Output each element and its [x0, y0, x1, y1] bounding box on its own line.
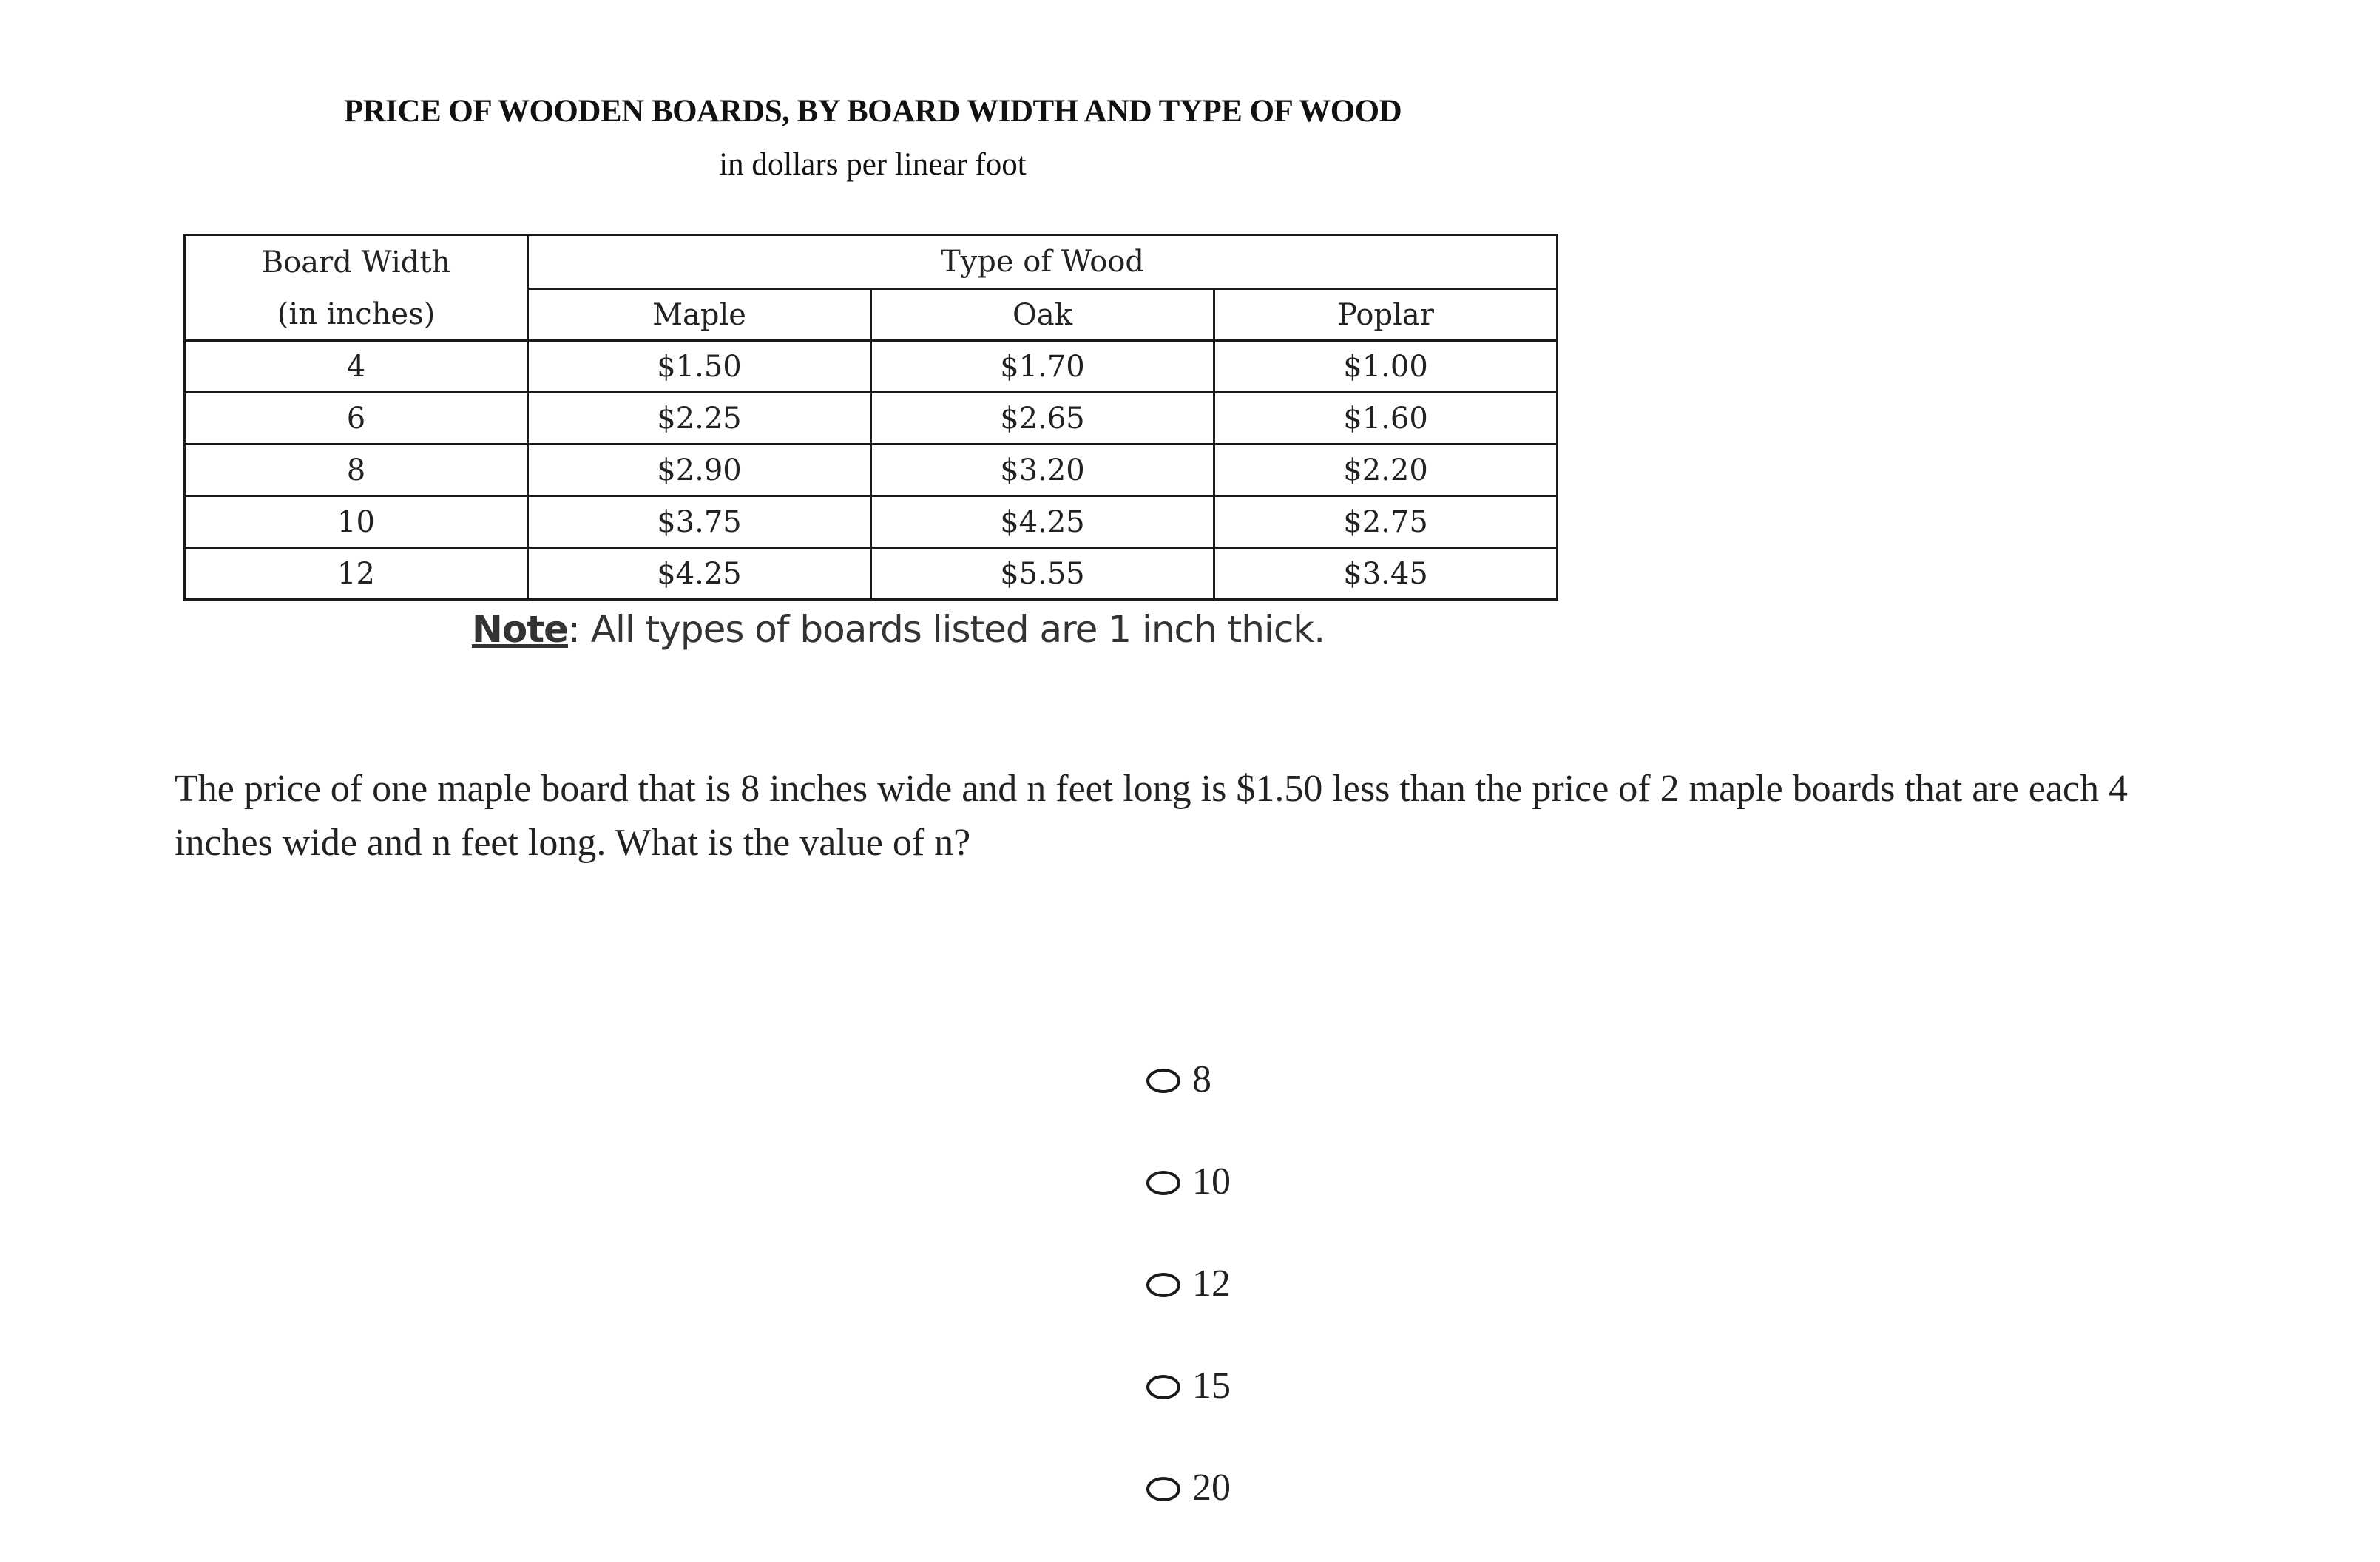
- oak-price-cell: $1.70: [871, 341, 1214, 393]
- table-note: [472, 608, 1325, 651]
- poplar-price-cell: $2.75: [1214, 496, 1558, 548]
- table-row: [185, 341, 1558, 393]
- table-row: [185, 393, 1558, 444]
- maple-price-cell: $3.75: [528, 496, 871, 548]
- maple-price-cell: $1.50: [528, 341, 871, 393]
- width-cell: 6: [185, 393, 528, 444]
- column-header-maple: Maple: [528, 289, 871, 341]
- answer-choice[interactable]: [1146, 1458, 1442, 1561]
- answer-choice[interactable]: [1146, 1152, 1442, 1254]
- column-header-poplar: Poplar: [1214, 289, 1558, 341]
- radio-button[interactable]: [1146, 1273, 1180, 1297]
- type-of-wood-header: Type of Wood: [528, 235, 1558, 289]
- oak-price-cell: $3.20: [871, 444, 1214, 496]
- table-header-row: [185, 235, 1558, 289]
- choice-label: 15: [1192, 1365, 1231, 1407]
- table-row: [185, 496, 1558, 548]
- width-cell: 4: [185, 341, 528, 393]
- choice-label: 8: [1192, 1058, 1211, 1100]
- table-row: [185, 548, 1558, 600]
- poplar-price-cell: $1.00: [1214, 341, 1558, 393]
- radio-button[interactable]: [1146, 1171, 1180, 1195]
- radio-button[interactable]: [1146, 1375, 1180, 1399]
- width-cell: 8: [185, 444, 528, 496]
- poplar-price-cell: $1.60: [1214, 393, 1558, 444]
- table-title: PRICE OF WOODEN BOARDS, BY BOARD WIDTH AND TYPE OF WOOD: [343, 94, 1402, 129]
- poplar-price-cell: $2.20: [1214, 444, 1558, 496]
- table-subtitle: in dollars per linear foot: [719, 147, 1027, 182]
- oak-price-cell: $2.65: [871, 393, 1214, 444]
- question-text: The price of one maple board that is 8 inches wide and n feet long is $1.50 less than the price of 2 maple boards that are each 4 inches wide and n feet long. What is the value of n?: [175, 768, 2129, 864]
- choice-label: 20: [1192, 1467, 1231, 1509]
- answer-choices: [1146, 1050, 1442, 1561]
- price-table: [183, 234, 1558, 601]
- width-cell: 10: [185, 496, 528, 548]
- column-header-oak: Oak: [871, 289, 1214, 341]
- radio-button[interactable]: [1146, 1069, 1180, 1093]
- choice-label: 12: [1192, 1262, 1231, 1305]
- note-text: : All types of boards listed are 1 inch thick.: [568, 608, 1325, 651]
- note-label: Note: [472, 608, 569, 651]
- board-width-unit-header: (in inches): [185, 289, 528, 341]
- answer-choice[interactable]: [1146, 1356, 1442, 1458]
- oak-price-cell: $5.55: [871, 548, 1214, 600]
- answer-choice[interactable]: [1146, 1050, 1442, 1152]
- board-width-header: Board Width: [185, 235, 528, 289]
- table-row: [185, 444, 1558, 496]
- radio-button[interactable]: [1146, 1477, 1180, 1501]
- maple-price-cell: $4.25: [528, 548, 871, 600]
- choice-label: 10: [1192, 1160, 1231, 1203]
- table-subheader-row: [185, 289, 1558, 341]
- oak-price-cell: $4.25: [871, 496, 1214, 548]
- width-cell: 12: [185, 548, 528, 600]
- poplar-price-cell: $3.45: [1214, 548, 1558, 600]
- answer-choice[interactable]: [1146, 1254, 1442, 1356]
- maple-price-cell: $2.90: [528, 444, 871, 496]
- maple-price-cell: $2.25: [528, 393, 871, 444]
